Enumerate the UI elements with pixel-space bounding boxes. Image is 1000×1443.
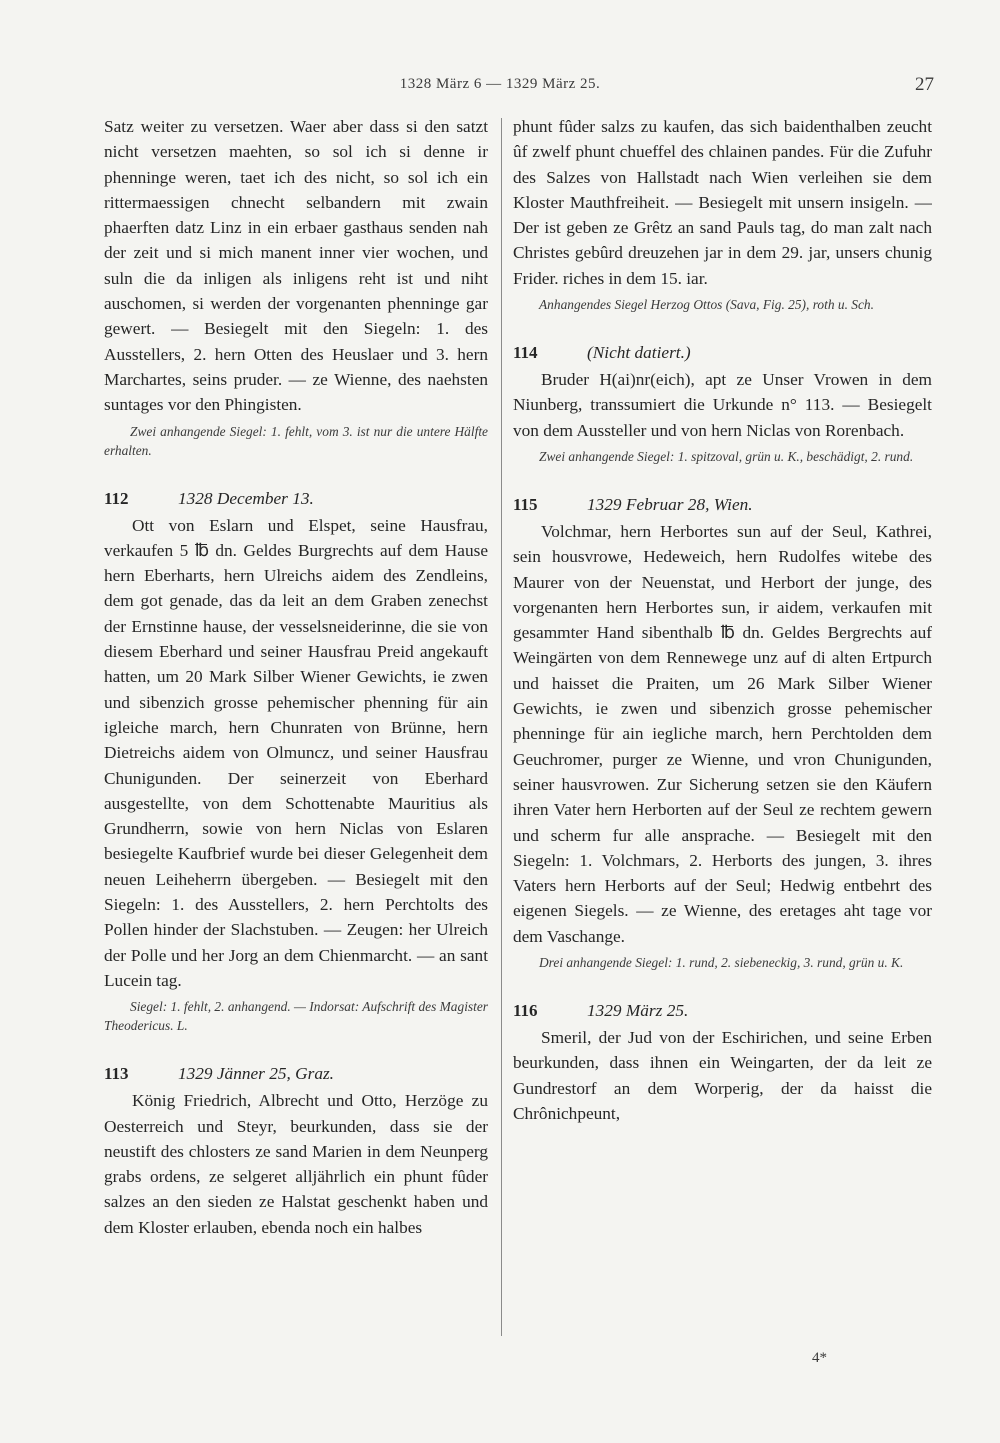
entry-number: 113	[104, 1064, 129, 1084]
running-title: 1328 März 6 — 1329 März 25.	[399, 76, 601, 92]
page-number: 27	[915, 74, 934, 95]
signature-mark: 4*	[812, 1350, 827, 1366]
entry-heading-116	[513, 998, 932, 1023]
page-header	[0, 72, 1000, 102]
seal-note-left: Zwei anhangende Siegel: 1. fehlt, vom 3. ist nur die untere Hälfte erhalten.	[104, 423, 488, 458]
entry-heading-115	[513, 492, 932, 517]
entry-text-112: Ott von Eslarn und Elspet, seine Hausfrau, verkaufen 5 ℔ dn. Geldes Burgrechts auf dem Hause hern Eberharts, hern Ulreichs aidem des Zendleins, dem got genade, das da leit an dem Graben zenechst der Ernstinne hause, der vesselsneiderinne, die sie von diesem Eberhard und seiner Hausfrau Preid angekauft hatten, um 20 Mark Silber Wiener Gewichts, ie zwen und sibenzich grosse pehemischer phenning für ain igleiche march, hern Chunraten von Brünne, hern Dietreichs aidem von Olmuncz, und seiner Hausfrau Chunigunden. Der seinerzeit von Eberhard ausgestellte, von dem Schottenabte Mauritius als Grundherrn, sowie von hern Niclas von Eslaren besiegelte Kaufbrief wurde bei dieser Gelegenheit dem neuen Leiheherrn übergeben. — Besiegelt mit den Siegeln: 1. des Ausstellers, 2. hern Perchtolts des Pollen hinder der Slachstuben. — Zeugen: her Ulreich der Polle und her Jorg an dem Chienmarcht. — an sant Lucein tag.	[104, 515, 488, 990]
seal-note-right: Anhangendes Siegel Herzog Ottos (Sava, Fig. 25), roth u. Sch.	[539, 297, 874, 313]
entry-date: 1328 December 13.	[178, 488, 314, 508]
entry-text-116: Smeril, der Jud von der Eschirichen, und seine Erben beurkunden, dass ihnen ein Weingarten, der da leit ze Gundrestorf an dem Worperig, der da haisst die Chrônichpeunt,	[513, 1028, 932, 1123]
column-divider	[501, 118, 502, 1336]
entry-number: 115	[513, 494, 538, 514]
entry-date: 1329 Februar 28, Wien.	[587, 494, 753, 514]
seal-note-115: Drei anhangende Siegel: 1. rund, 2. siebeneckig, 3. rund, grün u. K.	[539, 955, 904, 971]
entry-date: (Nicht datiert.)	[587, 343, 691, 363]
entry-text-115: Volchmar, hern Herbortes sun auf der Seul, Kathrei, sein housvrowe, Hedeweich, hern Rudolfes witebe des Maurer von der Neuenstat, und Herbort der junge, des vorgenanten hern Herbortes sun, ir aidem, verkaufen mit gesammter Hand sibenthalb ℔ dn. Geldes Bergrechts auf Weingärten von dem Rennewege unz auf di alten Ertpurch und haisset die Praiten, um 26 Mark Silber Wiener Gewichts, ie zwen und sibenzich grosse pehemischer phenninge für ain iegliche march, hern Perchtolden dem Geuchromer, purger ze Wienne, und vron Chunigunden, seiner hausvrowen. Zur Sicherung setzen sie den Käufern ihren Vater hern Herborten auf der Seul ze rechtem gewern und scherm fur alle ansprache. — Besiegelt mit den Siegeln: 1. Volchmars, 2. Herborts des jungen, 3. ihres Vaters hern Herborts auf der Seul; Hedwig entbehrt des eigenen Siegels. — ze Wienne, des eretages aht tage vor dem Vaschange.	[513, 521, 932, 946]
entry-heading-114	[513, 340, 932, 365]
entry-date: 1329 Jänner 25, Graz.	[178, 1064, 335, 1084]
entry-heading-112	[104, 486, 488, 511]
continuation-text-left: Satz weiter zu versetzen. Waer aber dass si den satzt nicht versetzen maehten, so sol ich si denne ir phenninge weren, taet ich des nicht, so sol ich ein rittermaessigen chnecht selbandern mit zwain phaerften datz Linz in ein erbaer gasthaus senden nah der zeit und si mich manent inner vier wochen, und suln die da inligen als inligens reht ist und niht auschomen, si werden der vorgenanten phenninge gar gewert. — Besiegelt mit den Siegeln: 1. des Ausstellers, 2. hern Otten des Heuslaer und 3. hern Marchartes, seins pruder. — ze Wienne, des naehsten suntages vor den Phingisten.	[104, 117, 488, 415]
entry-text-113: König Friedrich, Albrecht und Otto, Herzöge zu Oesterreich und Steyr, beurkunden, dass sie der neustift des chlosters ze sand Marien in dem Neunperg grabs ordens, ze selgeret alljährlich ein phunt fûder salzes an den sieden ze Halstat geschenkt haben und dem Kloster erlauben, ebenda noch ein halbes	[104, 1091, 488, 1237]
left-column	[104, 114, 488, 1363]
entry-text-114: Bruder H(ai)nr(eich), apt ze Unser Vrowen in dem Niunberg, transsumiert die Urkunde n° 113. — Besiegelt von dem Aussteller und von hern Niclas von Rorenbach.	[513, 370, 932, 440]
entry-number: 114	[513, 343, 538, 363]
right-column	[513, 114, 932, 1363]
entry-number: 112	[104, 488, 129, 508]
seal-note-114: Zwei anhangende Siegel: 1. spitzoval, grün u. K., beschädigt, 2. rund.	[539, 448, 914, 464]
seal-note-112: Siegel: 1. fehlt, 2. anhangend. — Indorsat: Aufschrift des Magister Theodericus. L.	[104, 999, 488, 1034]
entry-date: 1329 März 25.	[587, 1001, 689, 1021]
entry-number: 116	[513, 1001, 538, 1021]
continuation-text-right: phunt fûder salzs zu kaufen, das sich baidenthalben zeucht ûf zwelf phunt chueffel des chlainen pandes. Für die Zufuhr des Salzes von Hallstadt nach Wien verleihen sie dem Kloster Mauthfreiheit. — Besiegelt mit unsern insigeln. — Der ist geben ze Grêtz an sand Pauls tag, do man zalt nach Christes gebûrd dreuzehen jar in dem 29. jar, unsers chunig Frider. riches in dem 15. iar.	[513, 117, 932, 288]
entry-heading-113	[104, 1061, 488, 1086]
